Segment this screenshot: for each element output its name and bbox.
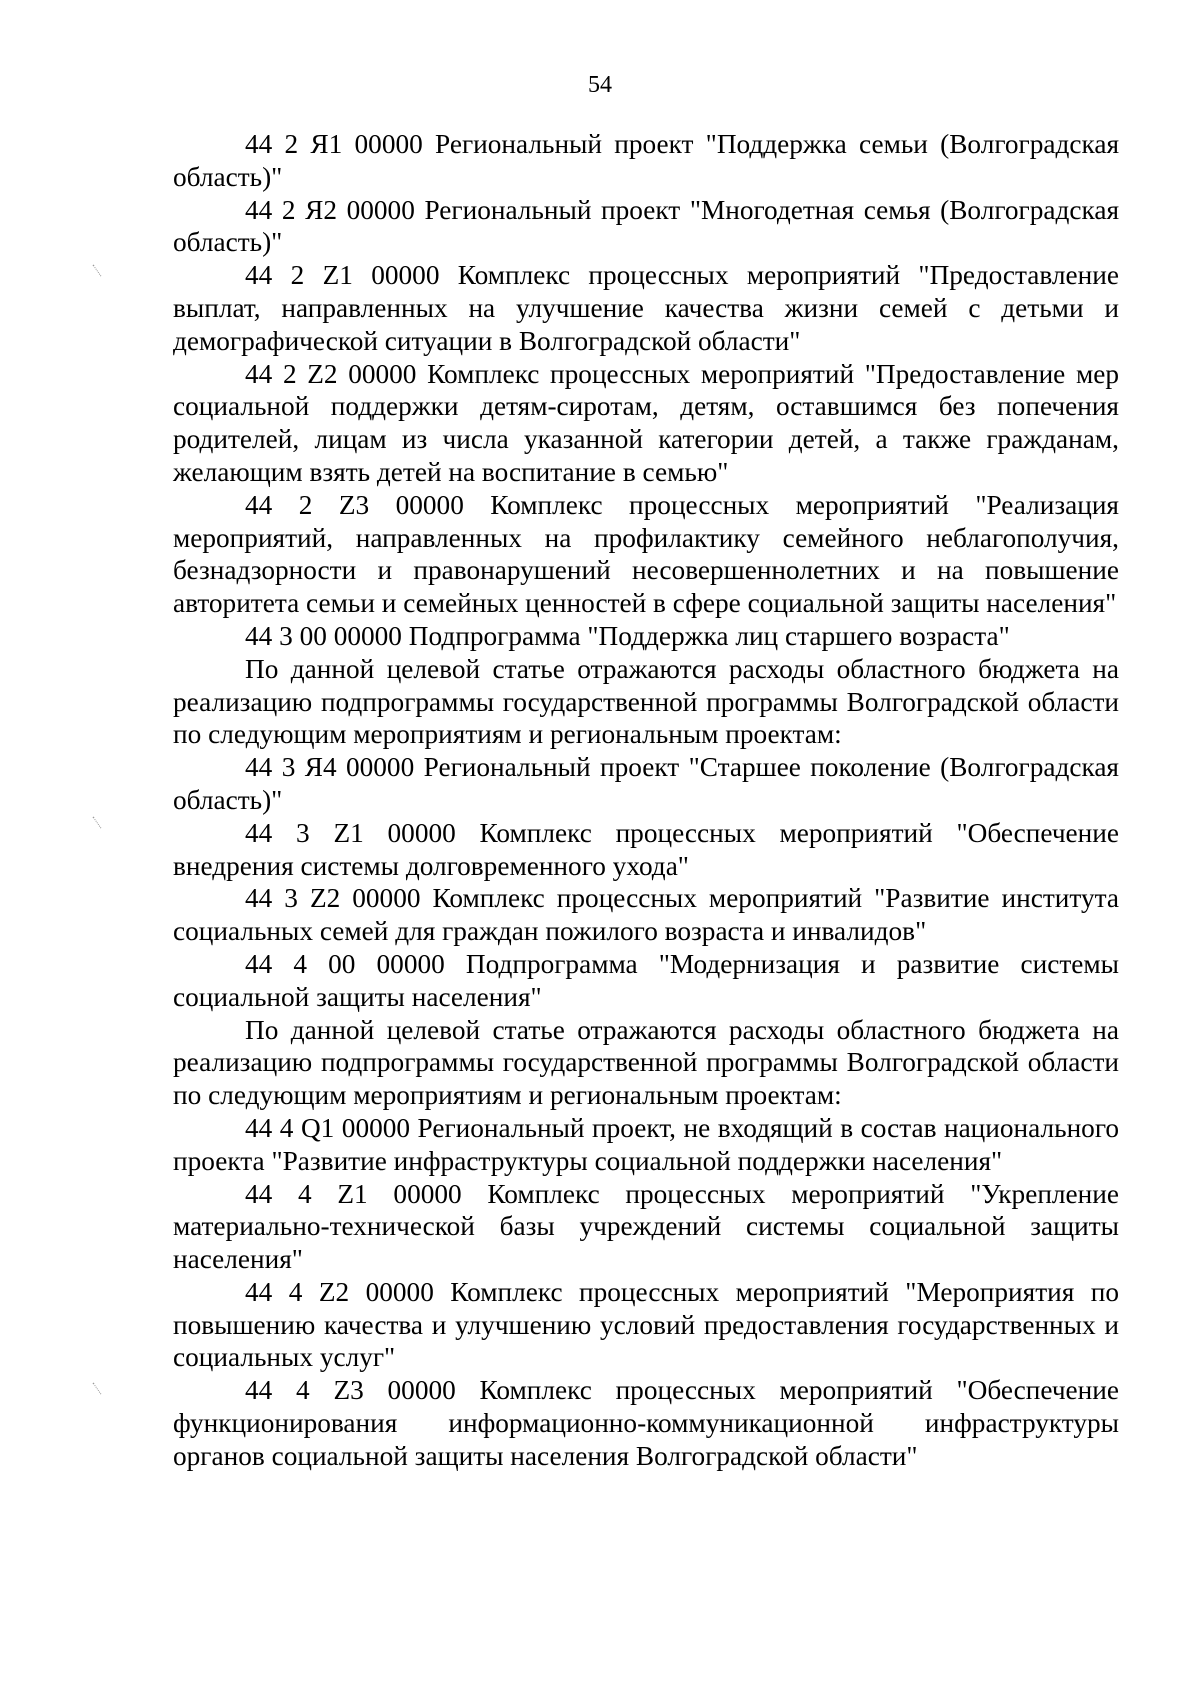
paragraph: 44 4 00 00000 Подпрограмма "Модернизация и развитие системы социальной защиты населения" <box>173 948 1119 1012</box>
paragraph: 44 3 Я4 00000 Региональный проект "Старшее поколение (Волгоградская область)" <box>173 752 1119 815</box>
paragraph: 44 2 Я1 00000 Региональный проект "Поддержка семьи (Волгоградская область)" <box>173 129 1119 192</box>
scan-artifact-mark <box>93 814 106 829</box>
paragraph: 44 4 Z3 00000 Комплекс процессных мероприятий "Обеспечение функционирования информационно-коммуникационной инфраструктуры органов социальной защиты населения Волгоградской области" <box>173 1375 1119 1471</box>
page-number: 54 <box>588 72 612 98</box>
paragraph: 44 3 Z1 00000 Комплекс процессных мероприятий "Обеспечение внедрения системы долговременного ухода" <box>173 817 1119 881</box>
paragraph: 44 2 Z1 00000 Комплекс процессных мероприятий "Предоставление выплат, направленных на улучшение качества жизни семей с детьми и демографической ситуации в Волгоградской области" <box>173 260 1119 356</box>
paragraph: 44 2 Z2 00000 Комплекс процессных мероприятий "Предоставление мер социальной поддержки детям-сиротам, детям, оставшимся без попечения родителей, лицам из числа указанной категории детей, а также гражданам, желающим взять детей на воспитание в семью" <box>173 358 1119 487</box>
paragraph: 44 4 Q1 00000 Региональный проект, не входящий в состав национального проекта "Развитие инфраструктуры социальной поддержки населения" <box>173 1112 1119 1176</box>
scan-artifact-mark <box>93 1380 106 1395</box>
paragraph: 44 3 00 00000 Подпрограмма "Поддержка лиц старшего возраста" <box>245 620 1010 651</box>
paragraph: 44 4 Z1 00000 Комплекс процессных мероприятий "Укрепление материально-технической базы учреждений системы социальной защиты населения" <box>173 1178 1119 1275</box>
scan-artifact-mark <box>93 262 106 277</box>
paragraph: 44 2 Z3 00000 Комплекс процессных мероприятий "Реализация мероприятий, направленных на профилактику семейного неблагополучия, безнадзорности и правонарушений несовершеннолетних и на повышение авторитета семьи и семейных ценностей в сфере социальной защиты населения" <box>173 489 1119 619</box>
paragraph: 44 2 Я2 00000 Региональный проект "Многодетная семья (Волгоградская область)" <box>173 194 1119 258</box>
paragraph: 44 3 Z2 00000 Комплекс процессных мероприятий "Развитие института социальных семей для граждан пожилого возраста и инвалидов" <box>173 883 1119 947</box>
paragraph: 44 4 Z2 00000 Комплекс процессных мероприятий "Мероприятия по повышению качества и улучшению условий предоставления государственных и социальных услуг" <box>173 1276 1119 1373</box>
paragraph: По данной целевой статье отражаются расходы областного бюджета на реализацию подпрограммы государственной программы Волгоградской области по следующим мероприятиям и региональным проектам: <box>173 653 1119 750</box>
paragraph: По данной целевой статье отражаются расходы областного бюджета на реализацию подпрограммы государственной программы Волгоградской области по следующим мероприятиям и региональным проектам: <box>173 1014 1119 1111</box>
document-body <box>173 128 1119 1473</box>
